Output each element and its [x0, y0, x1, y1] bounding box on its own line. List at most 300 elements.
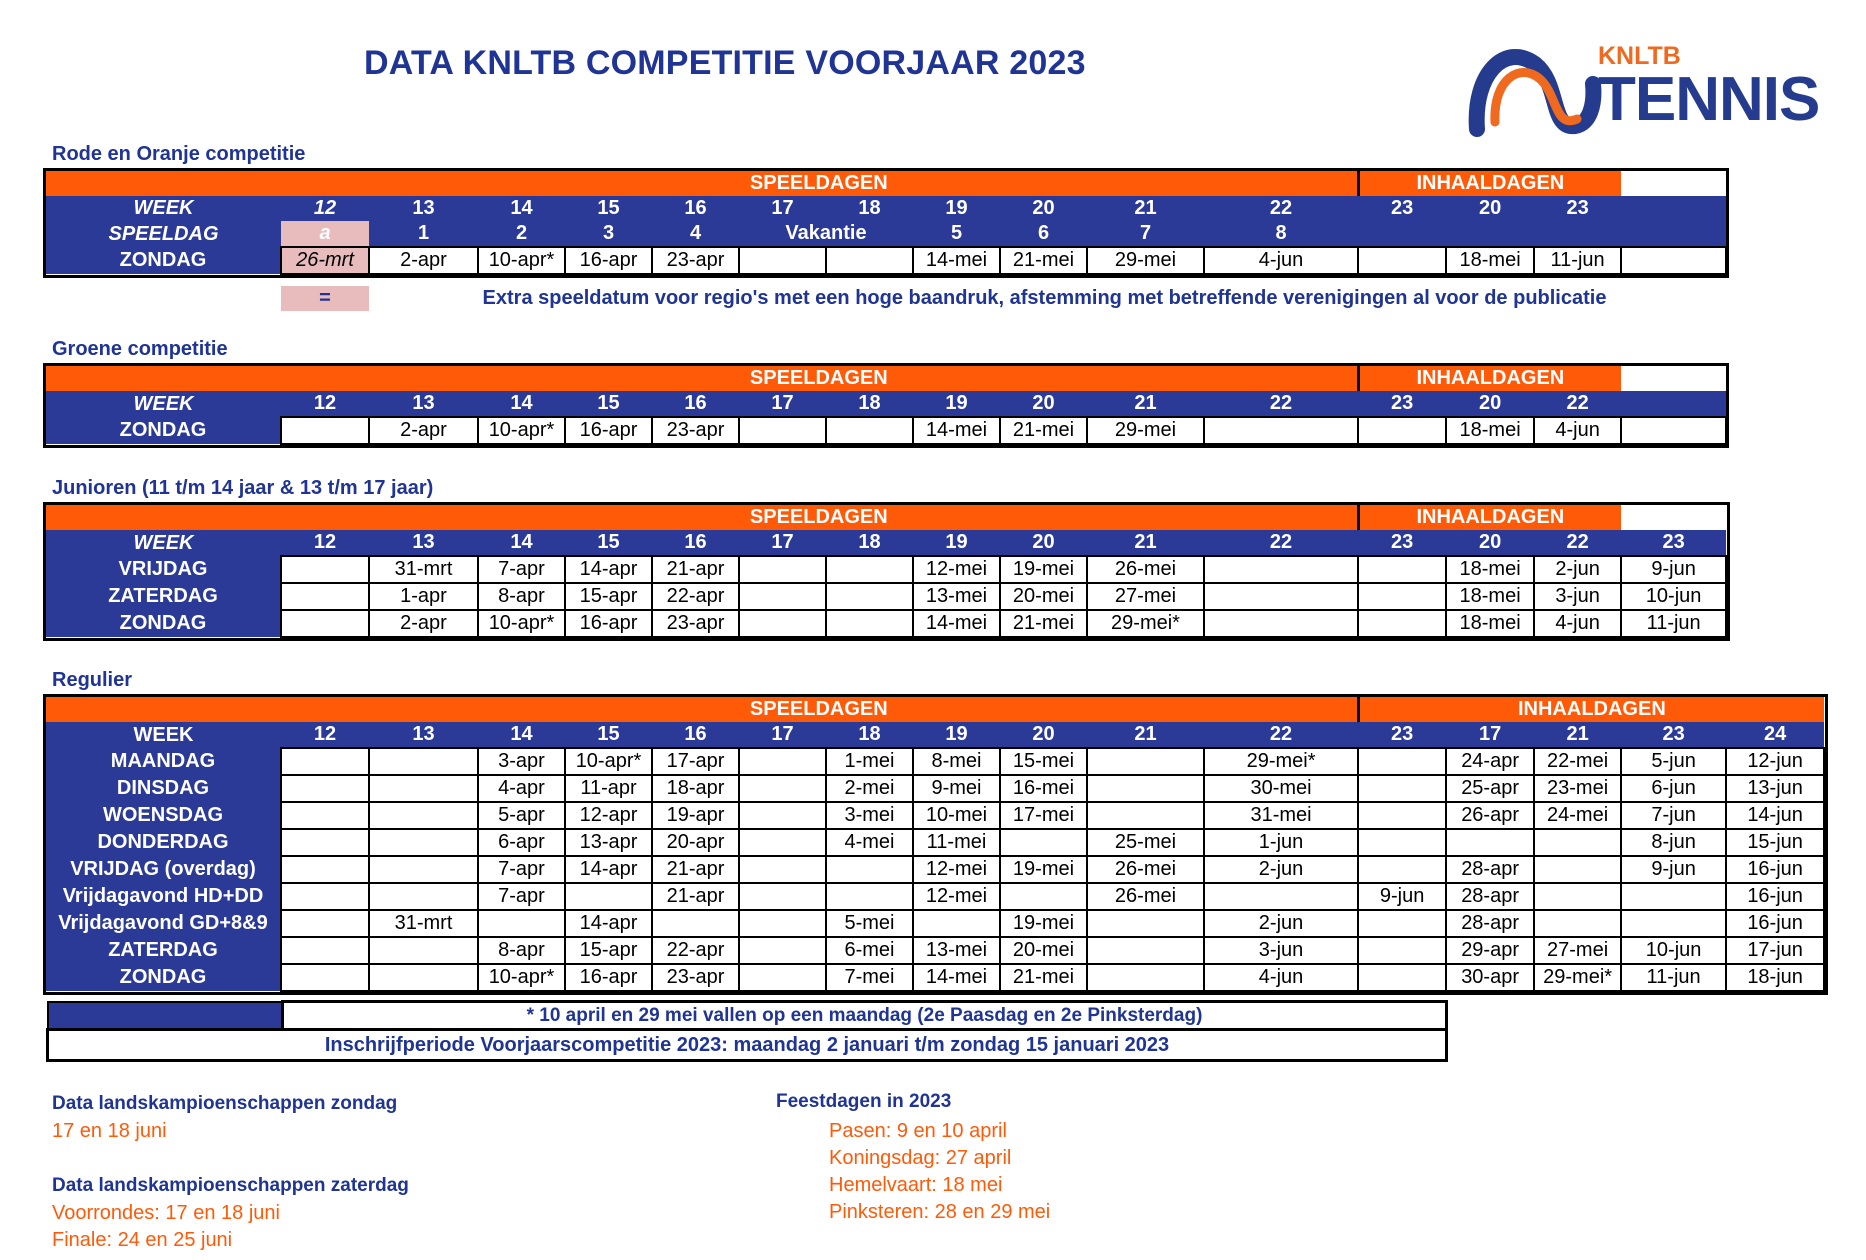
date-cell: 2-apr [369, 610, 478, 637]
date-cell [739, 802, 826, 829]
week-number: 18 [826, 391, 913, 417]
speeldag-label: SPEELDAG [46, 221, 281, 247]
date-cell: 2-apr [369, 247, 478, 274]
section-title-junioren: Junioren (11 t/m 14 jaar & 13 t/m 17 jaar) [52, 477, 434, 499]
date-cell: 2-jun [1204, 910, 1358, 937]
zondag-label: ZONDAG [46, 247, 281, 274]
date-cell: 7-apr [478, 556, 565, 583]
week-number: 14 [478, 722, 565, 748]
date-cell [1000, 829, 1087, 856]
inhaal-date-cell: 7-jun [1621, 802, 1726, 829]
footnote-spacer [48, 1002, 283, 1030]
date-cell: 29-mei [1087, 247, 1204, 274]
week-number: 19 [913, 196, 1000, 221]
date-cell: 6-apr [478, 829, 565, 856]
date-cell [281, 556, 369, 583]
speeldag-row [46, 221, 1726, 247]
date-cell: 31-mei [1204, 802, 1358, 829]
inhaal-date-cell [1534, 829, 1621, 856]
date-cell: 11-mei [913, 829, 1000, 856]
inhaal-date-cell: 12-jun [1726, 748, 1824, 775]
date-cell: 6-mei [826, 937, 913, 964]
inhaal-date-cell [1621, 417, 1726, 444]
week-number: 19 [913, 530, 1000, 556]
date-cell: 21-mei [1000, 610, 1087, 637]
date-cell: 3-apr [478, 748, 565, 775]
inhaal-date-cell: 28-apr [1446, 883, 1534, 910]
speeldag-vakantie: Vakantie [739, 221, 913, 247]
date-cell: 12-mei [913, 856, 1000, 883]
lk-zondag-dates: 17 en 18 juni [52, 1120, 167, 1142]
date-cell: 20-mei [1000, 583, 1087, 610]
date-cell [1087, 964, 1204, 991]
inhaal-date-cell [1534, 883, 1621, 910]
inhaal-date-cell: 14-jun [1726, 802, 1824, 829]
inhaal-date-cell: 3-jun [1534, 583, 1621, 610]
inhaal-date-cell [1534, 910, 1621, 937]
inhaal-date-cell: 17-jun [1726, 937, 1824, 964]
week-number: 18 [826, 530, 913, 556]
week-number: 20 [1000, 196, 1087, 221]
date-cell: 26-mei [1087, 556, 1204, 583]
date-cell [826, 417, 913, 444]
date-cell: 26-mrt [281, 247, 369, 274]
date-cell [739, 910, 826, 937]
table-row [46, 748, 1824, 775]
date-cell: 25-mei [1087, 829, 1204, 856]
inhaal-date-cell: 10-jun [1621, 583, 1726, 610]
inschrijf-periode: Inschrijfperiode Voorjaarscompetitie 2023: maandag 2 januari t/m zondag 15 januari 2023 [48, 1030, 1447, 1061]
date-cell: 1-apr [369, 583, 478, 610]
date-cell [1358, 247, 1446, 274]
date-cell [281, 883, 369, 910]
date-cell [739, 883, 826, 910]
date-cell: 2-mei [826, 775, 913, 802]
date-cell: 21-apr [652, 883, 739, 910]
date-cell [1358, 775, 1446, 802]
week-number: 23 [1358, 722, 1446, 748]
week-number: 20 [1000, 530, 1087, 556]
row-label: DINSDAG [46, 775, 281, 802]
week-number: 16 [652, 196, 739, 221]
date-cell: 7-apr [478, 856, 565, 883]
inhaal-date-cell: 9-jun [1621, 556, 1726, 583]
date-cell: 15-apr [565, 583, 652, 610]
inhaal-date-cell: 25-apr [1446, 775, 1534, 802]
inhaal-date-cell [1621, 247, 1726, 274]
date-cell [281, 417, 369, 444]
date-cell [1204, 610, 1358, 637]
date-cell: 21-mei [1000, 417, 1087, 444]
inhaal-date-cell: 9-jun [1621, 856, 1726, 883]
date-cell [281, 802, 369, 829]
date-cell [1204, 417, 1358, 444]
date-cell [1358, 610, 1446, 637]
date-cell: 18-apr [652, 775, 739, 802]
inhaal-week-number: 20 [1446, 196, 1534, 221]
rode-note-table [46, 286, 1720, 311]
date-cell: 3-mei [826, 802, 913, 829]
date-cell [565, 883, 652, 910]
date-cell [1358, 802, 1446, 829]
table-row [46, 883, 1824, 910]
date-cell: 21-apr [652, 856, 739, 883]
date-cell: 20-apr [652, 829, 739, 856]
section-title-regulier: Regulier [52, 669, 133, 691]
inhaal-week-number: 23 [1621, 722, 1726, 748]
speeldag-value: 5 [913, 221, 1000, 247]
week-label: WEEK [46, 722, 281, 748]
date-cell [369, 829, 478, 856]
speeldag-value: 7 [1087, 221, 1204, 247]
inhaal-date-cell: 6-jun [1621, 775, 1726, 802]
date-cell: 16-apr [565, 247, 652, 274]
date-cell: 14-apr [565, 556, 652, 583]
date-cell [281, 775, 369, 802]
date-cell [478, 910, 565, 937]
date-cell: 8-apr [478, 583, 565, 610]
week-number: 14 [478, 196, 565, 221]
inhaal-date-cell: 24-mei [1534, 802, 1621, 829]
date-cell [369, 856, 478, 883]
date-cell [1358, 556, 1446, 583]
inhaal-date-cell: 11-jun [1534, 247, 1621, 274]
week-number: 15 [565, 196, 652, 221]
date-cell [281, 856, 369, 883]
date-cell: 21-apr [652, 556, 739, 583]
date-cell: 16-apr [565, 610, 652, 637]
week-number: 17 [739, 722, 826, 748]
date-cell [1358, 910, 1446, 937]
inhaal-date-cell: 29-apr [1446, 937, 1534, 964]
week-number: 13 [369, 530, 478, 556]
week-number: 12 [281, 722, 369, 748]
date-cell: 10-apr* [478, 417, 565, 444]
date-cell: 13-mei [913, 937, 1000, 964]
inhaal-date-cell [1621, 910, 1726, 937]
date-cell [1087, 910, 1204, 937]
week-number: 20 [1000, 391, 1087, 417]
inhaal-date-cell [1621, 883, 1726, 910]
knltb-tennis-logo [1465, 34, 1825, 144]
speeldag-value: a [281, 221, 369, 247]
week-number: 13 [369, 196, 478, 221]
logo-tennis-text: TENNIS [1598, 65, 1820, 134]
date-cell: 1-jun [1204, 829, 1358, 856]
date-cell: 5-apr [478, 802, 565, 829]
inhaal-date-cell: 4-jun [1534, 610, 1621, 637]
inhaal-date-cell: 15-jun [1726, 829, 1824, 856]
date-cell: 29-mei [1087, 417, 1204, 444]
speeldag-value: 8 [1204, 221, 1358, 247]
week-number: 22 [1204, 530, 1358, 556]
date-cell [1087, 748, 1204, 775]
date-cell [652, 910, 739, 937]
date-cell [739, 856, 826, 883]
inhaal-date-cell: 28-apr [1446, 910, 1534, 937]
row-label: Vrijdagavond GD+8&9 [46, 910, 281, 937]
date-cell [281, 748, 369, 775]
week-number: 18 [826, 196, 913, 221]
inhaaldagen-header: INHAALDAGEN [1358, 505, 1621, 530]
zondag-label: ZONDAG [46, 417, 281, 444]
date-cell: 12-apr [565, 802, 652, 829]
date-cell: 20-mei [1000, 937, 1087, 964]
date-cell: 13-apr [565, 829, 652, 856]
week-number: 16 [652, 530, 739, 556]
feestdag-item: Hemelvaart: 18 mei [829, 1174, 1003, 1196]
inhaal-week-number: 20 [1446, 530, 1534, 556]
extra-note: Extra speeldatum voor regio's met een hoge baandruk, afstemming met betreffende verenigingen al voor de publicatie [482, 287, 1607, 309]
section-title-groen: Groene competitie [52, 338, 228, 360]
week-number: 19 [913, 722, 1000, 748]
inhaal-week-number: 17 [1446, 722, 1534, 748]
week-row [46, 196, 1726, 221]
inhaal-date-cell: 22-mei [1534, 748, 1621, 775]
lk-zaterdag-voorrondes: Voorrondes: 17 en 18 juni [52, 1202, 280, 1224]
date-cell [826, 883, 913, 910]
date-cell: 19-mei [1000, 856, 1087, 883]
week-label: WEEK [46, 391, 281, 417]
speeldagen-header: SPEELDAGEN [281, 697, 1358, 722]
week-number: 23 [1358, 196, 1446, 221]
date-cell [739, 556, 826, 583]
date-cell: 23-apr [652, 417, 739, 444]
week-number: 21 [1087, 391, 1204, 417]
week-number: 12 [281, 196, 369, 221]
row-label: MAANDAG [46, 748, 281, 775]
date-cell: 15-apr [565, 937, 652, 964]
inhaaldagen-header: INHAALDAGEN [1358, 171, 1621, 196]
date-cell [1087, 937, 1204, 964]
week-number: 22 [1204, 722, 1358, 748]
week-number: 22 [1204, 196, 1358, 221]
row-label: Vrijdagavond HD+DD [46, 883, 281, 910]
inhaal-date-cell: 16-jun [1726, 910, 1824, 937]
date-cell [826, 610, 913, 637]
week-number: 17 [739, 196, 826, 221]
date-cell: 4-jun [1204, 247, 1358, 274]
week-number: 23 [1358, 530, 1446, 556]
week-number: 15 [565, 530, 652, 556]
table-row [46, 937, 1824, 964]
date-cell: 7-apr [478, 883, 565, 910]
date-cell: 14-apr [565, 856, 652, 883]
inhaal-date-cell: 30-apr [1446, 964, 1534, 991]
week-row [46, 391, 1726, 417]
date-cell: 3-jun [1204, 937, 1358, 964]
week-number: 13 [369, 722, 478, 748]
inhaal-date-cell: 28-apr [1446, 856, 1534, 883]
row-label: ZATERDAG [46, 937, 281, 964]
date-cell: 14-apr [565, 910, 652, 937]
date-cell: 30-mei [1204, 775, 1358, 802]
speeldag-value: 6 [1000, 221, 1087, 247]
inhaal-date-cell: 18-mei [1446, 610, 1534, 637]
inhaal-week-number: 24 [1726, 722, 1824, 748]
feestdag-item: Pasen: 9 en 10 april [829, 1120, 1007, 1142]
date-cell: 10-apr* [478, 247, 565, 274]
date-cell: 14-mei [913, 247, 1000, 274]
date-cell: 26-mei [1087, 856, 1204, 883]
inhaal-date-cell: 4-jun [1534, 417, 1621, 444]
date-cell: 16-mei [1000, 775, 1087, 802]
table-row [46, 556, 1726, 583]
date-cell: 19-mei [1000, 556, 1087, 583]
lk-zondag-title: Data landskampioenschappen zondag [52, 1093, 398, 1114]
table-row [46, 775, 1824, 802]
row-label: WOENSDAG [46, 802, 281, 829]
date-cell: 2-jun [1204, 856, 1358, 883]
inhaal-date-cell: 16-jun [1726, 883, 1824, 910]
speeldagen-header: SPEELDAGEN [281, 505, 1358, 530]
speeldag-value: 2 [478, 221, 565, 247]
date-cell [1358, 964, 1446, 991]
week-number: 12 [281, 391, 369, 417]
date-cell [1358, 856, 1446, 883]
date-cell: 29-mei* [1204, 748, 1358, 775]
regulier-notes-table [46, 1000, 1448, 1062]
date-cell [913, 910, 1000, 937]
week-number: 20 [1000, 722, 1087, 748]
date-cell: 12-mei [913, 883, 1000, 910]
date-cell [369, 964, 478, 991]
row-label: VRIJDAG [46, 556, 281, 583]
table-row [46, 856, 1824, 883]
date-cell [369, 937, 478, 964]
inhaal-week-number: 23 [1534, 196, 1621, 221]
regulier-table [46, 697, 1825, 992]
date-cell [281, 964, 369, 991]
feestdag-item: Koningsdag: 27 april [829, 1147, 1012, 1169]
date-cell [281, 910, 369, 937]
week-number: 21 [1087, 722, 1204, 748]
table-row [46, 610, 1726, 637]
date-cell [1087, 775, 1204, 802]
inhaal-date-cell: 18-mei [1446, 556, 1534, 583]
week-label: WEEK [46, 196, 281, 221]
date-cell: 4-apr [478, 775, 565, 802]
date-cell [826, 856, 913, 883]
date-cell [1000, 883, 1087, 910]
week-number: 14 [478, 530, 565, 556]
date-cell: 10-apr* [565, 748, 652, 775]
inhaaldagen-header: INHAALDAGEN [1358, 697, 1824, 722]
date-cell: 19-mei [1000, 910, 1087, 937]
date-cell [739, 247, 826, 274]
date-cell: 13-mei [913, 583, 1000, 610]
date-cell: 9-mei [913, 775, 1000, 802]
date-cell: 21-mei [1000, 247, 1087, 274]
inhaal-date-cell: 18-mei [1446, 417, 1534, 444]
date-cell: 14-mei [913, 964, 1000, 991]
week-number: 13 [369, 391, 478, 417]
row-label: VRIJDAG (overdag) [46, 856, 281, 883]
date-cell: 8-apr [478, 937, 565, 964]
section-title-rode: Rode en Oranje competitie [52, 143, 306, 165]
footnote: * 10 april en 29 mei vallen op een maandag (2e Paasdag en 2e Pinksterdag) [283, 1002, 1447, 1030]
rode-table [46, 171, 1726, 275]
table-row [46, 583, 1726, 610]
zondag-row [46, 417, 1726, 444]
date-cell [739, 583, 826, 610]
date-cell [1204, 556, 1358, 583]
date-cell: 22-apr [652, 583, 739, 610]
date-cell: 17-apr [652, 748, 739, 775]
date-cell [739, 829, 826, 856]
lk-zaterdag-title: Data landskampioenschappen zaterdag [52, 1175, 409, 1196]
week-number: 15 [565, 391, 652, 417]
date-cell: 31-mrt [369, 910, 478, 937]
date-cell: 4-jun [1204, 964, 1358, 991]
date-cell [739, 417, 826, 444]
date-cell: 23-apr [652, 964, 739, 991]
inhaal-date-cell: 10-jun [1621, 937, 1726, 964]
date-cell [739, 610, 826, 637]
speeldagen-header: SPEELDAGEN [281, 171, 1358, 196]
date-cell [826, 583, 913, 610]
speeldag-value: 3 [565, 221, 652, 247]
inhaal-week-number: 22 [1534, 530, 1621, 556]
week-number: 16 [652, 391, 739, 417]
date-cell [739, 937, 826, 964]
row-label: ZONDAG [46, 610, 281, 637]
zondag-row [46, 247, 1726, 274]
week-label: WEEK [46, 530, 281, 556]
inhaal-date-cell: 11-jun [1621, 964, 1726, 991]
inhaal-date-cell: 16-jun [1726, 856, 1824, 883]
week-number: 21 [1087, 196, 1204, 221]
inhaal-date-cell: 13-jun [1726, 775, 1824, 802]
date-cell [369, 883, 478, 910]
date-cell [739, 964, 826, 991]
feestdagen-title: Feestdagen in 2023 [776, 1091, 952, 1112]
week-number: 16 [652, 722, 739, 748]
speeldag-value: 4 [652, 221, 739, 247]
inhaal-week-number: 23 [1621, 530, 1726, 556]
speeldag-value: 1 [369, 221, 478, 247]
inhaal-date-cell: 23-mei [1534, 775, 1621, 802]
date-cell: 11-apr [565, 775, 652, 802]
date-cell [739, 748, 826, 775]
inhaal-date-cell [1446, 829, 1534, 856]
date-cell: 29-mei* [1087, 610, 1204, 637]
inhaal-date-cell: 18-mei [1446, 583, 1534, 610]
junioren-table [46, 505, 1727, 638]
inhaal-date-cell: 5-jun [1621, 748, 1726, 775]
date-cell [1358, 748, 1446, 775]
date-cell [1358, 829, 1446, 856]
date-cell [826, 247, 913, 274]
date-cell: 7-mei [826, 964, 913, 991]
date-cell [1358, 417, 1446, 444]
date-cell: 27-mei [1087, 583, 1204, 610]
table-row [46, 802, 1824, 829]
week-number: 12 [281, 530, 369, 556]
date-cell: 10-apr* [478, 964, 565, 991]
week-number: 15 [565, 722, 652, 748]
lk-zaterdag-finale: Finale: 24 en 25 juni [52, 1229, 233, 1251]
row-label: ZONDAG [46, 964, 281, 991]
date-cell: 31-mrt [369, 556, 478, 583]
date-cell: 14-mei [913, 417, 1000, 444]
date-cell [369, 802, 478, 829]
inhaal-date-cell: 18-mei [1446, 247, 1534, 274]
date-cell [1087, 802, 1204, 829]
inhaal-date-cell: 18-jun [1726, 964, 1824, 991]
date-cell [281, 937, 369, 964]
groen-table [46, 366, 1726, 445]
